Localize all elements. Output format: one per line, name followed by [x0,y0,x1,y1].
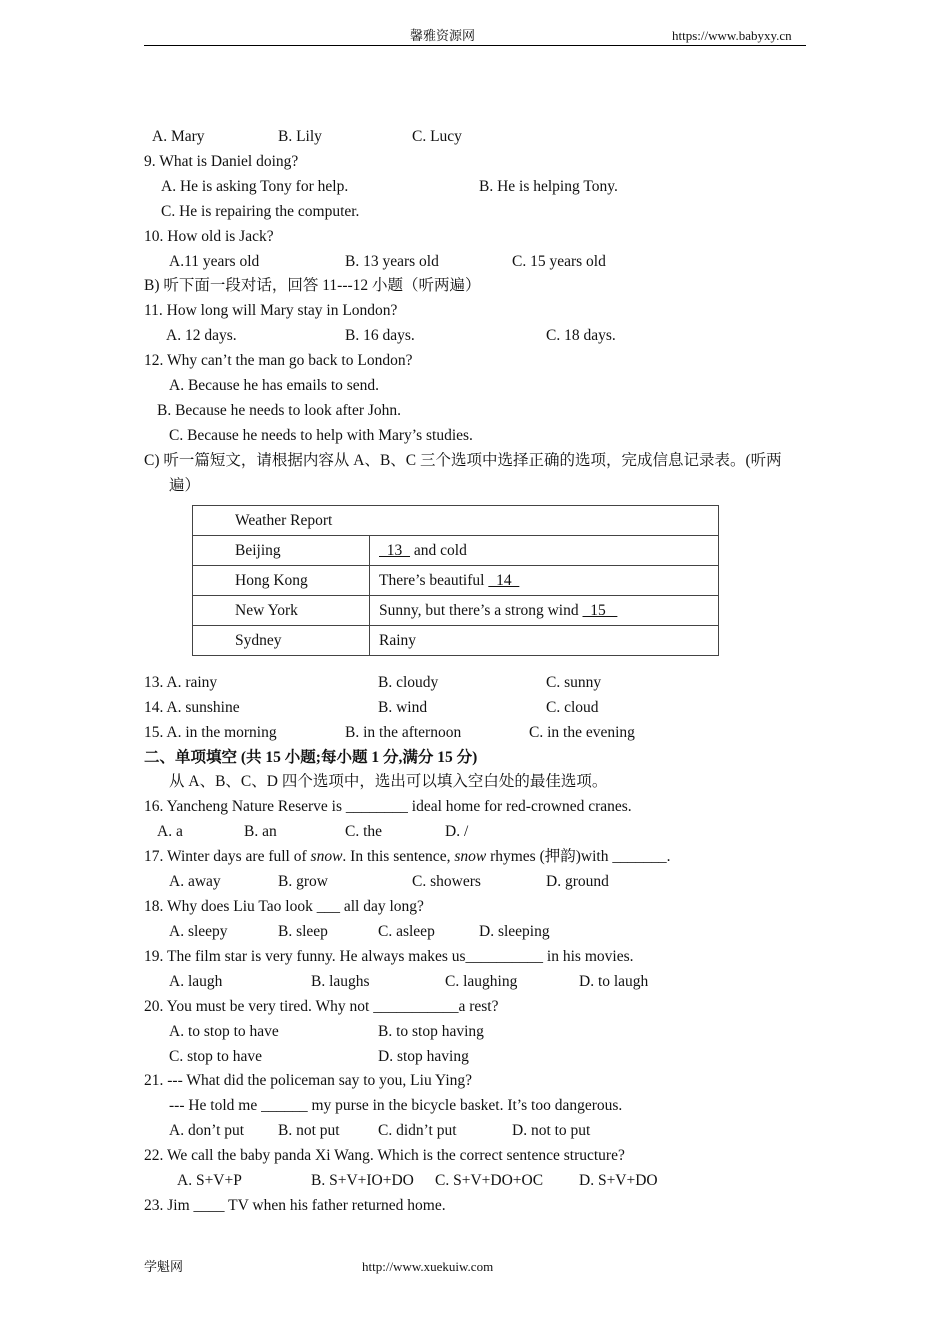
table-info-text: Rainy [379,631,417,649]
q17-option-b: B. grow [278,873,328,890]
q9-option-a: A. He is asking Tony for help. [161,178,349,195]
q20-option-c: C. stop to have [169,1048,262,1065]
q19-option-d: D. to laugh [579,973,649,990]
q19-option-c: C. laughing [445,973,518,990]
q21-line2: --- He told me ______ my purse in the bicycle basket. It’s too dangerous. [169,1097,623,1114]
q18-option-a: A. sleepy [169,923,228,940]
q19-question: 19. The film star is very funny. He always makes us__________ in his movies. [144,948,634,965]
table-city: Hong Kong [193,566,370,596]
footer-url[interactable]: http://www.xuekuiw.com [362,1259,494,1274]
section-c-instruction-cont: 遍） [169,477,201,494]
q22-question: 22. We call the baby panda Xi Wang. Which is the correct sentence structure? [144,1147,625,1164]
blank-13: 13 [379,541,410,559]
q8-option-c: C. Lucy [412,128,462,145]
q8-option-a: A. Mary [152,128,205,145]
table-row [193,536,719,566]
q17-text-1: 17. Winter days are full of [144,848,311,865]
q16-question: 16. Yancheng Nature Reserve is ________ ideal home for red-crowned cranes. [144,798,632,815]
q17-text-2: . In this sentence, [342,848,455,865]
q9-option-b: B. He is helping Tony. [479,178,618,195]
q17-option-a: A. away [169,873,221,890]
q16-option-b: B. an [244,823,277,840]
table-info [370,596,719,626]
header-site-name: 馨雅资源网 [410,28,476,43]
q21-option-b: B. not put [278,1122,340,1139]
q17-question [144,847,670,867]
q11-question: 11. How long will Mary stay in London? [144,302,398,319]
q12-question: 12. Why can’t the man go back to London? [144,352,413,369]
q11-option-c: C. 18 days. [546,327,616,344]
q22-option-a: A. S+V+P [177,1172,242,1189]
table-row [193,596,719,626]
q15-option-b: B. in the afternoon [345,724,462,741]
q17-text-3: rhymes (押韵)with _______. [486,848,671,865]
q10-option-b: B. 13 years old [345,253,439,270]
q13-option-c: C. sunny [546,674,602,691]
header-divider [144,45,806,46]
q10-option-a: A.11 years old [169,253,260,270]
table-info [370,626,719,656]
q14-option-b: B. wind [378,699,428,716]
table-title: Weather Report [193,506,719,536]
q17-option-d: D. ground [546,873,609,890]
q11-option-a: A. 12 days. [166,327,237,344]
q18-option-b: B. sleep [278,923,328,940]
q19-option-a: A. laugh [169,973,223,990]
table-city: Beijing [193,536,370,566]
q17-italic-word: snow [310,848,343,865]
q12-option-c: C. Because he needs to help with Mary’s studies. [169,427,473,444]
table-info [370,536,719,566]
weather-report-table [192,505,719,656]
q13-option-b: B. cloudy [378,674,439,691]
q12-option-b: B. Because he needs to look after John. [157,402,402,419]
q22-option-b: B. S+V+IO+DO [311,1172,414,1189]
part2-instruction: 从 A、B、C、D 四个选项中，选出可以填入空白处的最佳选项。 [169,773,608,790]
q9-question: 9. What is Daniel doing? [144,153,299,170]
table-row [193,566,719,596]
q17-option-c: C. showers [412,873,481,890]
q20-option-b: B. to stop having [378,1023,484,1040]
q21-option-d: D. not to put [512,1122,591,1139]
q8-option-b: B. Lily [278,128,322,145]
q11-option-b: B. 16 days. [345,327,415,344]
q13-question: 13. A. rainy [144,674,218,691]
q16-option-a: A. a [157,823,183,840]
footer-site-name: 学魁网 [144,1259,184,1274]
q14-option-c: C. cloud [546,699,599,716]
table-info-text: and cold [410,541,467,559]
q16-option-d: D. / [445,823,469,840]
table-info [370,566,719,596]
section-b-instruction: B) 听下面一段对话，回答 11---12 小题（听两遍） [144,277,481,294]
table-city: New York [193,596,370,626]
q18-option-d: D. sleeping [479,923,550,940]
q15-question: 15. A. in the morning [144,724,277,741]
q9-option-c: C. He is repairing the computer. [161,203,360,220]
q20-question: 20. You must be very tired. Why not ___________a rest? [144,998,499,1015]
q10-question: 10. How old is Jack? [144,228,274,245]
q18-option-c: C. asleep [378,923,435,940]
q18-question: 18. Why does Liu Tao look ___ all day long? [144,898,424,915]
q22-option-d: D. S+V+DO [579,1172,658,1189]
q14-question: 14. A. sunshine [144,699,240,716]
q15-option-c: C. in the evening [529,724,635,741]
table-info-text: Sunny, but there’s a strong wind [379,601,583,619]
q21-option-c: C. didn’t put [378,1122,457,1139]
table-row [193,506,719,536]
q21-option-a: A. don’t put [169,1122,245,1139]
q10-option-c: C. 15 years old [512,253,606,270]
part2-heading: 二、单项填空 (共 15 小题;每小题 1 分,满分 15 分) [144,749,478,766]
q20-option-a: A. to stop to have [169,1023,279,1040]
q12-option-a: A. Because he has emails to send. [169,377,380,394]
table-row [193,626,719,656]
header-site-url[interactable]: https://www.babyxy.cn [672,28,792,43]
blank-15: 15 [582,601,618,619]
q21-question: 21. --- What did the policeman say to you, Liu Ying? [144,1072,473,1089]
table-city: Sydney [193,626,370,656]
blank-14: 14 [488,571,520,589]
table-info-text: There’s beautiful [379,571,489,589]
q22-option-c: C. S+V+DO+OC [435,1172,544,1189]
section-c-instruction: C) 听一篇短文，请根据内容从 A、B、C 三个选项中选择正确的选项，完成信息记录表。(听两 [144,452,782,469]
q19-option-b: B. laughs [311,973,370,990]
q17-italic-word: snow [454,848,487,865]
q16-option-c: C. the [345,823,383,840]
q20-option-d: D. stop having [378,1048,469,1065]
q23-question: 23. Jim ____ TV when his father returned home. [144,1197,446,1214]
